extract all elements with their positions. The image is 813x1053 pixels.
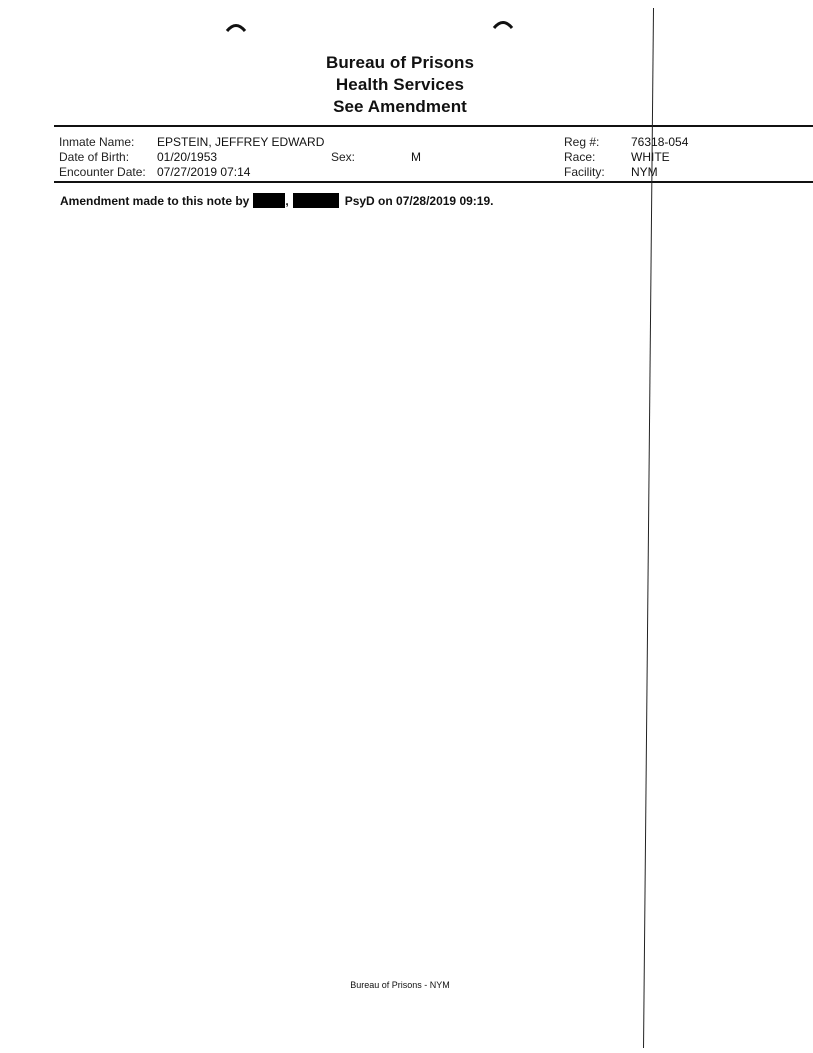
encounter-date-value: 07/27/2019 07:14 <box>157 165 251 179</box>
amendment-comma: , <box>285 193 289 208</box>
title-note-type: See Amendment <box>333 97 467 116</box>
sex-label: Sex: <box>331 150 356 164</box>
facility-label: Facility: <box>564 165 605 179</box>
amendment-prefix: Amendment made to this note by <box>60 193 250 208</box>
header-rule-bottom <box>54 181 813 183</box>
title-agency: Bureau of Prisons <box>325 53 475 72</box>
page-footer: Bureau of Prisons - NYM <box>350 980 450 990</box>
title-department: Health Services <box>335 75 465 94</box>
sex-value: M <box>411 150 421 164</box>
punch-hole-mark-left <box>225 22 247 32</box>
inmate-name-value: EPSTEIN, JEFFREY EDWARD <box>157 135 325 149</box>
document-title <box>250 52 550 118</box>
amendment-suffix: PsyD on 07/28/2019 09:19. <box>344 193 494 208</box>
race-label: Race: <box>564 150 596 164</box>
amendment-note <box>60 193 493 208</box>
redaction-block <box>253 193 285 208</box>
dob-value: 01/20/1953 <box>157 150 218 164</box>
facility-value: NYM <box>631 165 658 179</box>
redaction-block <box>293 193 339 208</box>
header-rule-top <box>54 125 813 127</box>
inmate-name-label: Inmate Name: <box>59 135 135 149</box>
race-value: WHITE <box>631 150 670 164</box>
punch-hole-mark-right <box>492 19 514 29</box>
reg-number-value: 76318-054 <box>631 135 689 149</box>
encounter-date-label: Encounter Date: <box>59 165 146 179</box>
reg-number-label: Reg #: <box>564 135 600 149</box>
dob-label: Date of Birth: <box>59 150 130 164</box>
